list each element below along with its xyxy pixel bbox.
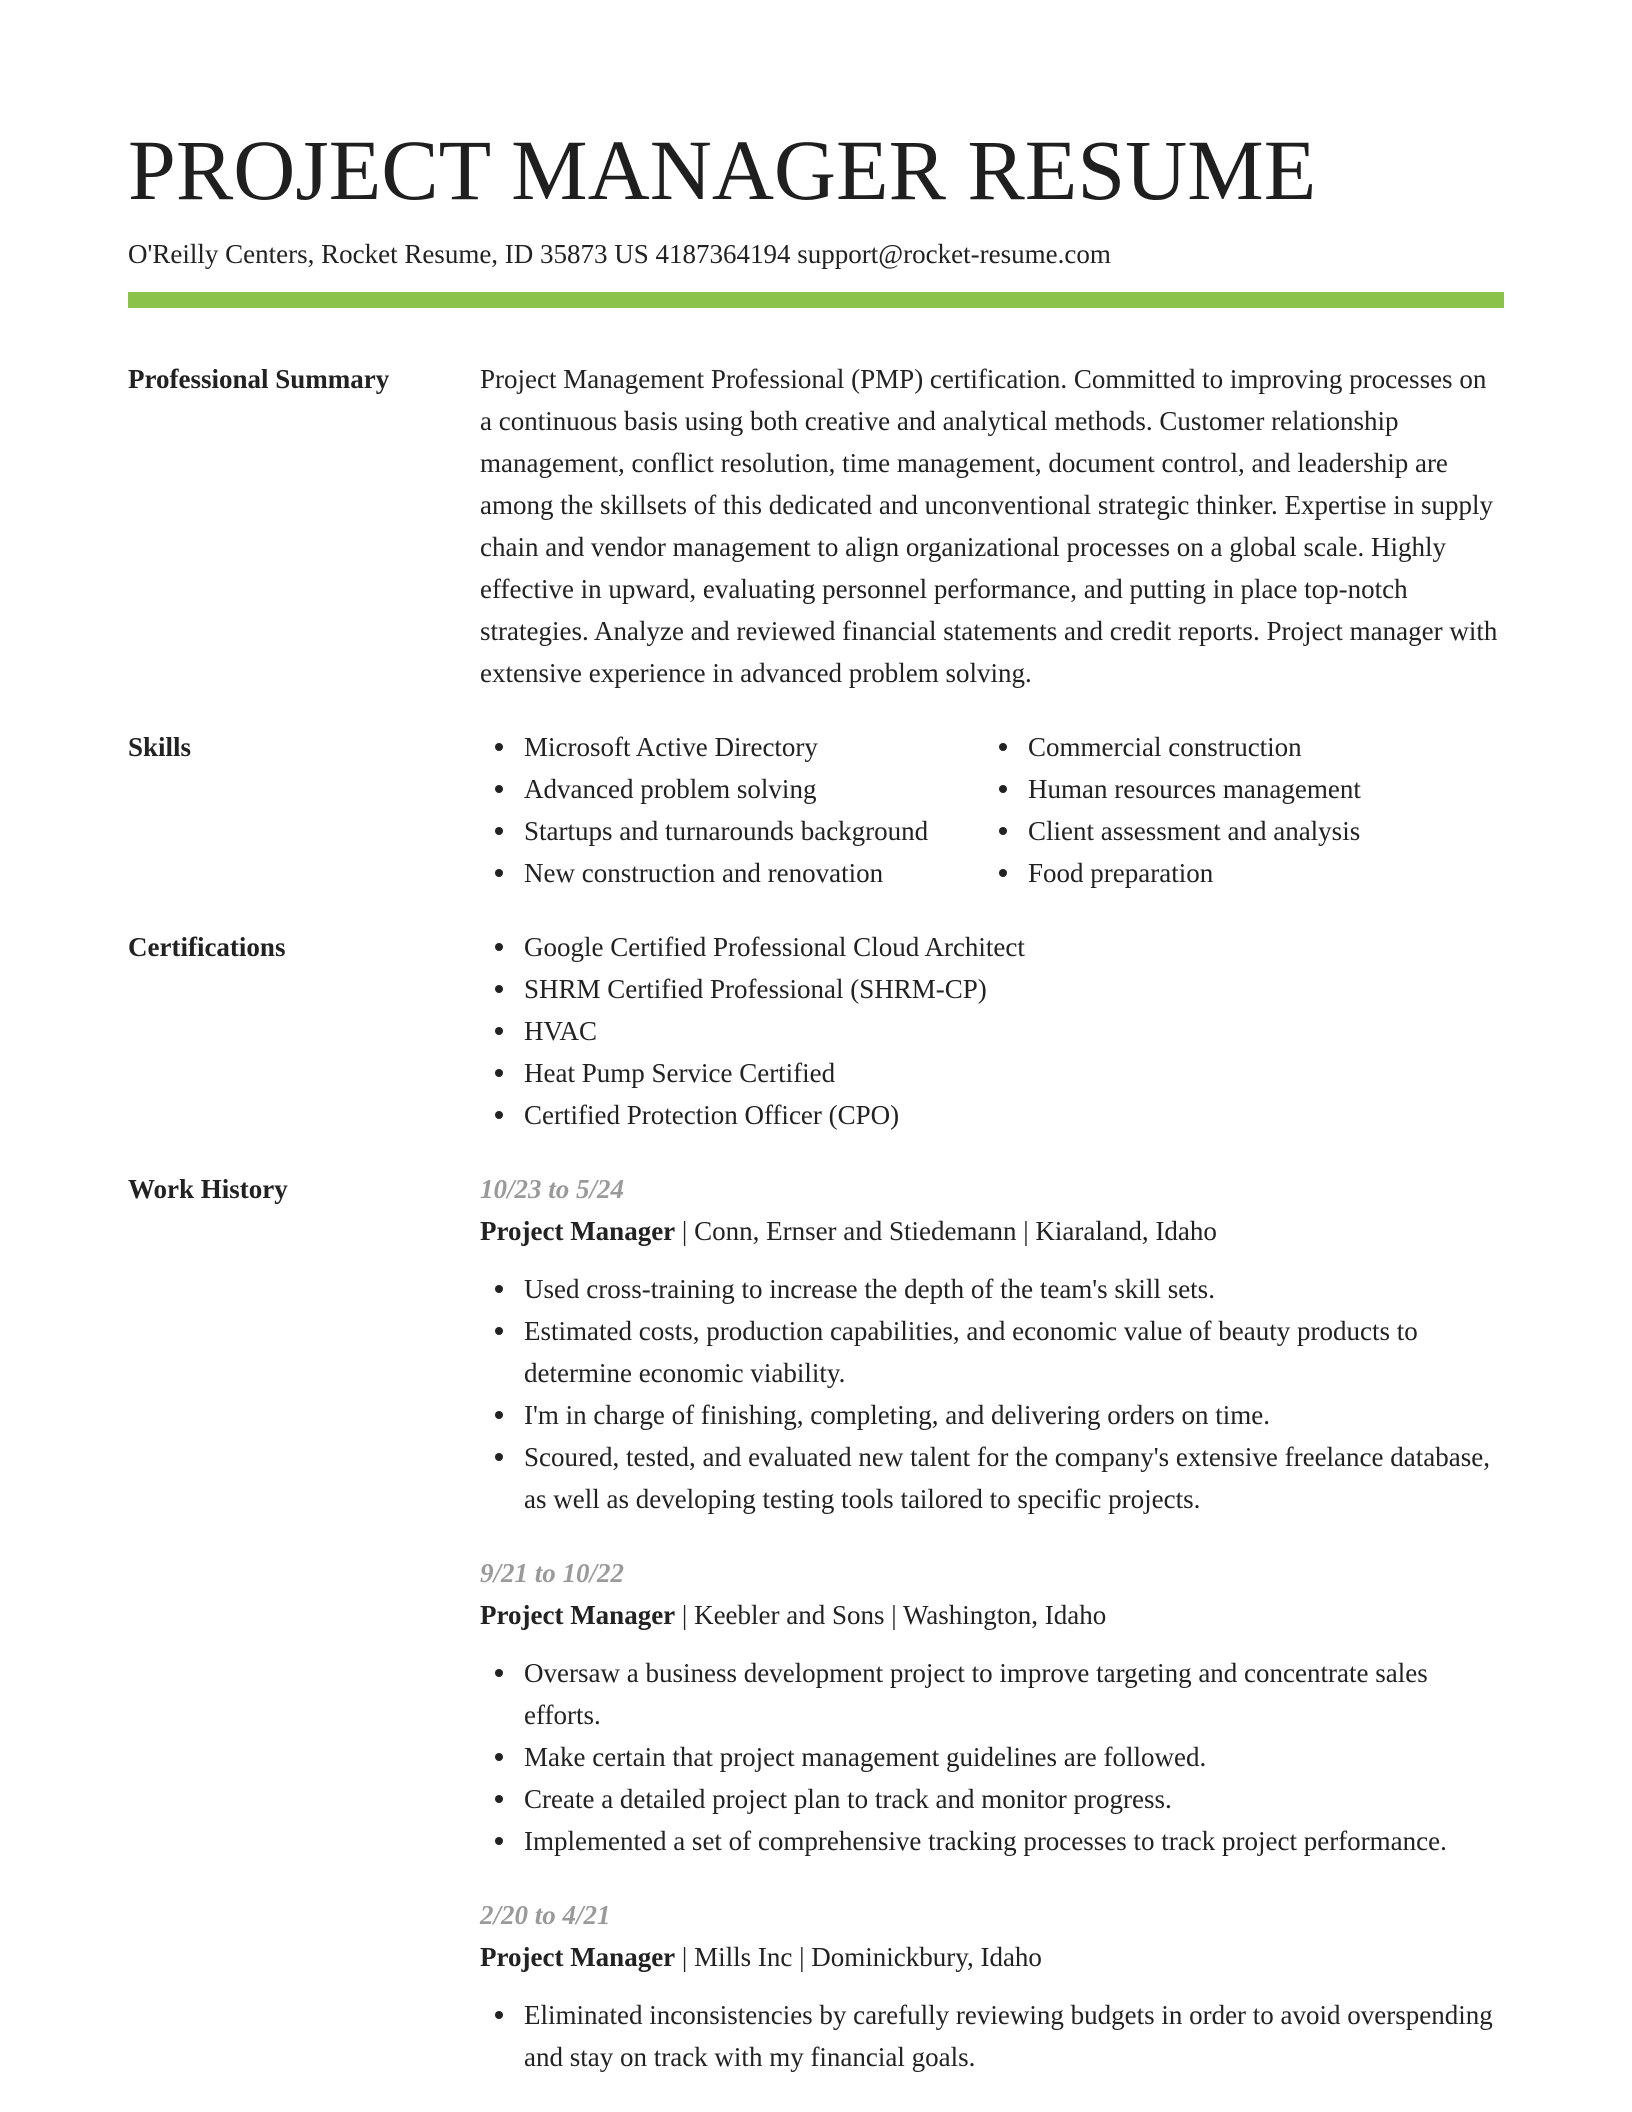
- job-bullet-list: [480, 1994, 1504, 2078]
- certifications-section: [128, 926, 1504, 1136]
- job-bullet: Make certain that project management guidelines are followed.: [480, 1736, 1504, 1778]
- skills-list-column-1: [480, 726, 984, 894]
- job-company: Mills Inc: [694, 1942, 793, 1972]
- job-bullet: Scoured, tested, and evaluated new talent for the company's extensive freelance database, as well as developing testing tools tailored to specific projects.: [480, 1436, 1504, 1520]
- resume-title: PROJECT MANAGER RESUME: [128, 122, 1317, 218]
- job-dates: 9/21 to 10/22: [480, 1558, 625, 1588]
- job-bullet: Oversaw a business development project to improve targeting and concentrate sales efforts.: [480, 1652, 1504, 1736]
- job-location: Washington, Idaho: [902, 1600, 1107, 1630]
- skill-item: Human resources management: [984, 768, 1504, 810]
- job-separator: |: [675, 1216, 695, 1246]
- job-bullet: Estimated costs, production capabilities, and economic value of beauty products to determine economic viability.: [480, 1310, 1504, 1394]
- job-company: Conn, Ernser and Stiedemann: [694, 1216, 1017, 1246]
- job-separator: |: [675, 1600, 695, 1630]
- skills-list-column-2: [984, 726, 1504, 894]
- section-label-skills: Skills: [128, 732, 192, 762]
- job-heading: [480, 1936, 1504, 1978]
- job-bullet: Eliminated inconsistencies by carefully reviewing budgets in order to avoid overspending and stay on track with my financial goals.: [480, 1994, 1504, 2078]
- section-label-work-history: Work History: [128, 1174, 288, 1204]
- skill-item: New construction and renovation: [480, 852, 984, 894]
- job-heading: [480, 1594, 1504, 1636]
- job-dates: 2/20 to 4/21: [480, 1900, 611, 1930]
- job-dates: 10/23 to 5/24: [480, 1174, 625, 1204]
- skill-item: Commercial construction: [984, 726, 1504, 768]
- job-bullet-list: [480, 1652, 1504, 1862]
- certification-item: Google Certified Professional Cloud Architect: [480, 926, 1504, 968]
- job-separator: |: [792, 1942, 812, 1972]
- job-title: Project Manager: [480, 1600, 676, 1630]
- skills-section: [128, 726, 1504, 894]
- job-bullet: I'm in charge of finishing, completing, and delivering orders on time.: [480, 1394, 1504, 1436]
- job-entry: [480, 1168, 1504, 1520]
- job-entry: [480, 1552, 1504, 1862]
- skill-item: Client assessment and analysis: [984, 810, 1504, 852]
- job-bullet-list: [480, 1268, 1504, 1520]
- skill-item: Startups and turnarounds background: [480, 810, 984, 852]
- summary-section: [128, 358, 1504, 694]
- job-title: Project Manager: [480, 1216, 676, 1246]
- job-bullet: Used cross-training to increase the depth of the team's skill sets.: [480, 1268, 1504, 1310]
- section-label-certifications: Certifications: [128, 932, 286, 962]
- skill-item: Food preparation: [984, 852, 1504, 894]
- skill-item: Microsoft Active Directory: [480, 726, 984, 768]
- certification-item: Certified Protection Officer (CPO): [480, 1094, 1504, 1136]
- job-location: Dominickbury, Idaho: [811, 1942, 1042, 1972]
- certification-item: SHRM Certified Professional (SHRM-CP): [480, 968, 1504, 1010]
- job-separator: |: [675, 1942, 695, 1972]
- skill-item: Advanced problem solving: [480, 768, 984, 810]
- job-bullet: Create a detailed project plan to track and monitor progress.: [480, 1778, 1504, 1820]
- job-title: Project Manager: [480, 1942, 676, 1972]
- certification-item: Heat Pump Service Certified: [480, 1052, 1504, 1094]
- certifications-list: [480, 926, 1504, 1136]
- certification-item: HVAC: [480, 1010, 1504, 1052]
- job-location: Kiaraland, Idaho: [1035, 1216, 1217, 1246]
- job-company: Keebler and Sons: [694, 1600, 885, 1630]
- summary-text: Project Management Professional (PMP) certification. Committed to improving processes on a continuous basis using both creative and analytical methods. Customer relationship management, conflict resolution, time management, document control, and leadership are among the skillsets of this dedicated and unconventional strategic thinker. Expertise in supply chain and vendor management to align organizational processes on a global scale. Highly effective in upward, evaluating personnel performance, and putting in place top-notch strategies. Analyze and reviewed financial statements and credit reports. Project manager with extensive experience in advanced problem solving.: [480, 364, 1498, 688]
- job-separator: |: [884, 1600, 903, 1630]
- job-entry: [480, 1894, 1504, 2078]
- header-divider: [128, 292, 1504, 308]
- work-history-section: [128, 1168, 1504, 2110]
- job-bullet: Implemented a set of comprehensive tracking processes to track project performance.: [480, 1820, 1504, 1862]
- section-label-summary: Professional Summary: [128, 364, 390, 394]
- job-separator: |: [1016, 1216, 1036, 1246]
- job-heading: [480, 1210, 1504, 1252]
- contact-line: O'Reilly Centers, Rocket Resume, ID 35873 US 4187364194 support@rocket-resume.com: [128, 239, 1111, 269]
- resume-page: [128, 118, 1504, 2110]
